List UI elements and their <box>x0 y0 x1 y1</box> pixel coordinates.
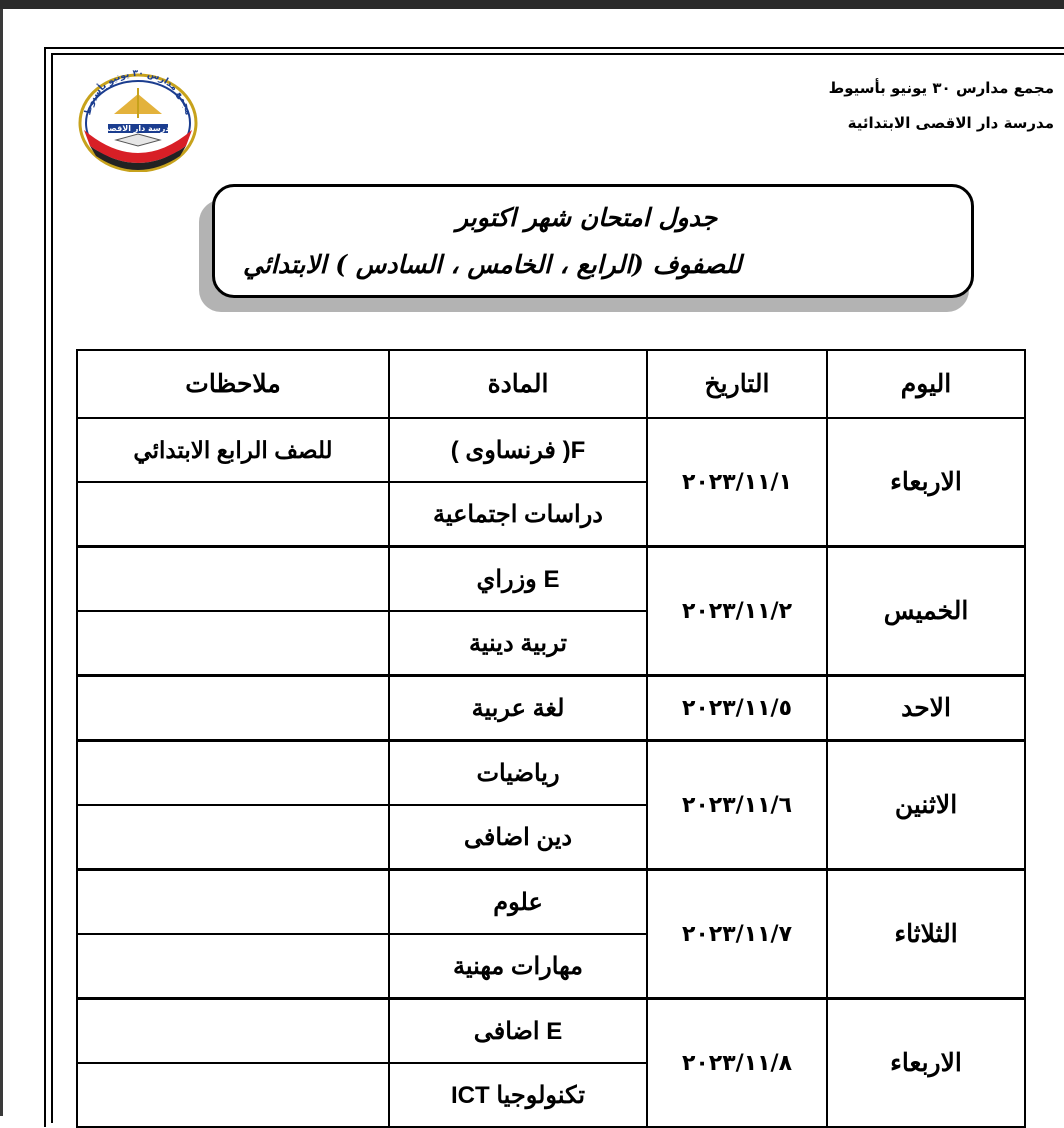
subject-cell: E اضافى <box>389 999 647 1064</box>
notes-cell <box>77 1063 389 1127</box>
title-line-1: جدول امتحان شهر اكتوبر <box>456 203 718 232</box>
subject-cell: رياضيات <box>389 741 647 806</box>
subject-cell: تربية دينية <box>389 611 647 676</box>
logo-ring-text: مجمع مدارس ٣٠ يونيو بأسيوط <box>83 68 193 117</box>
day-cell: الثلاثاء <box>827 870 1025 999</box>
date-cell: ٢٠٢٣/١١/٧ <box>647 870 827 999</box>
table-header-row <box>77 350 1025 418</box>
notes-cell <box>77 482 389 547</box>
notes-cell <box>77 547 389 612</box>
school-name: مدرسة دار الاقصى الابتدائية <box>847 114 1054 132</box>
notes-cell <box>77 805 389 870</box>
subject-cell: دراسات اجتماعية <box>389 482 647 547</box>
header-subject: المادة <box>389 350 647 418</box>
table-row <box>77 999 1025 1064</box>
exam-schedule-table <box>76 349 1026 1128</box>
notes-cell <box>77 999 389 1064</box>
table-row <box>77 870 1025 935</box>
logo-center-text: مدرسة دار الاقصى <box>101 124 175 133</box>
notes-cell <box>77 934 389 999</box>
left-edge-shadow <box>0 9 3 1116</box>
day-cell: الخميس <box>827 547 1025 676</box>
day-cell: الاحد <box>827 676 1025 741</box>
title-box <box>212 184 974 298</box>
date-cell: ٢٠٢٣/١١/٦ <box>647 741 827 870</box>
subject-cell: E وزراي <box>389 547 647 612</box>
notes-cell: للصف الرابع الابتدائي <box>77 418 389 482</box>
top-border-bar <box>0 0 1064 9</box>
subject-cell: مهارات مهنية <box>389 934 647 999</box>
notes-cell <box>77 676 389 741</box>
subject-cell: لغة عربية <box>389 676 647 741</box>
school-logo <box>76 68 200 172</box>
date-cell: ٢٠٢٣/١١/١ <box>647 418 827 547</box>
notes-cell <box>77 611 389 676</box>
notes-cell <box>77 870 389 935</box>
subject-cell: دين اضافى <box>389 805 647 870</box>
date-cell: ٢٠٢٣/١١/٥ <box>647 676 827 741</box>
date-cell: ٢٠٢٣/١١/٨ <box>647 999 827 1128</box>
subject-cell: تكنولوجيا ICT <box>389 1063 647 1127</box>
complex-name: مجمع مدارس ٣٠ يونيو بأسيوط <box>828 79 1054 97</box>
subject-cell: علوم <box>389 870 647 935</box>
header-date: التاريخ <box>647 350 827 418</box>
table-row <box>77 741 1025 806</box>
table-row <box>77 547 1025 612</box>
day-cell: الاربعاء <box>827 418 1025 547</box>
notes-cell <box>77 741 389 806</box>
title-line-2: للصفوف (الرابع ، الخامس ، السادس ) الابتدائي <box>243 250 742 279</box>
day-cell: الاربعاء <box>827 999 1025 1128</box>
header-notes: ملاحظات <box>77 350 389 418</box>
header-day: اليوم <box>827 350 1025 418</box>
date-cell: ٢٠٢٣/١١/٢ <box>647 547 827 676</box>
table-row <box>77 676 1025 741</box>
day-cell: الاثنين <box>827 741 1025 870</box>
subject-cell: F( فرنساوى ) <box>389 418 647 482</box>
table-row <box>77 418 1025 482</box>
